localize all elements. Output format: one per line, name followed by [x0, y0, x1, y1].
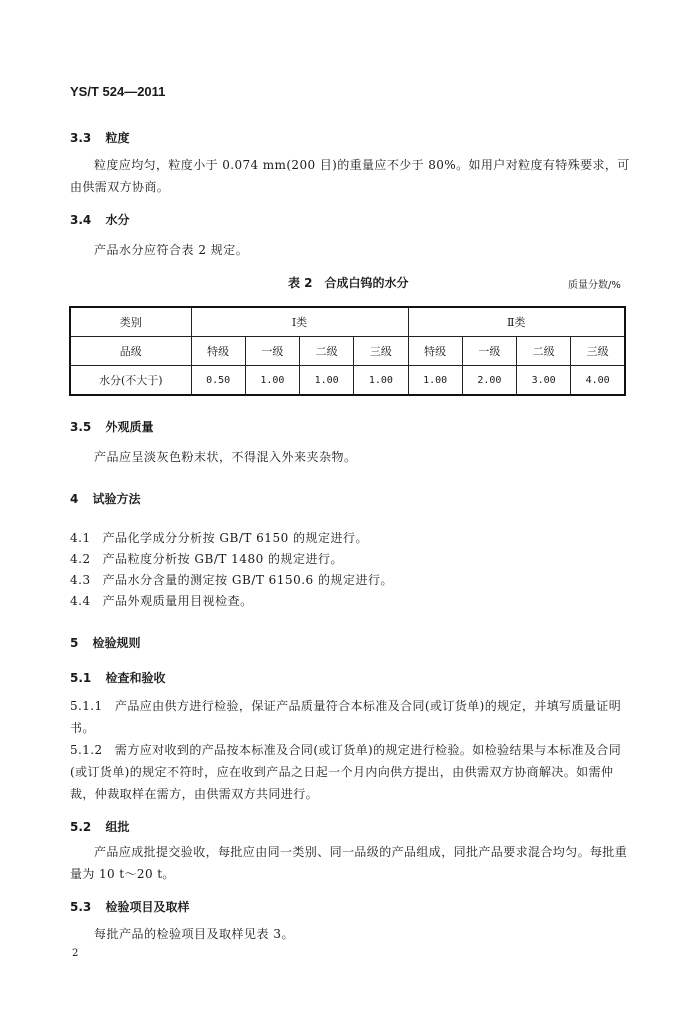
- section-title: 组批: [105, 820, 130, 834]
- section-number: 5.3: [70, 900, 92, 914]
- section-number: 5.1: [70, 671, 92, 685]
- section-title: 检验项目及取样: [105, 900, 190, 914]
- table-cell: 2.00: [462, 366, 516, 396]
- table-cell: 1.00: [245, 366, 299, 396]
- section-number: 3.4: [70, 213, 92, 227]
- item-text: 产品外观质量用目视检查。: [102, 594, 253, 608]
- section-5-1-2-text: 5.1.2 需方应对收到的产品按本标准及合同(或订货单)的规定进行检验。如检验结果与本标准及合同(或订货单)的规定不符时，应在收到产品之日起一个月内向供方提出，由供需双方协商解决。如需仲裁，仲裁取样在需方，由供需双方共同进行。: [70, 743, 622, 801]
- table-2-unit: 质量分数/%: [568, 280, 621, 291]
- section-3-5-text: 产品应呈淡灰色粉末状，不得混入外来夹杂物。: [94, 450, 357, 464]
- section-number: 4: [70, 492, 79, 506]
- table-2: [69, 306, 626, 396]
- section-5-2-heading: [70, 818, 129, 835]
- item-number: 4.4: [70, 594, 91, 608]
- header-cell: Ⅰ类: [191, 307, 408, 337]
- table-cell: 特级: [408, 337, 462, 366]
- section-3-5-heading: [70, 418, 153, 435]
- section-3-3-heading: [70, 129, 129, 146]
- section-3-4-heading: [70, 211, 129, 228]
- list-item: [70, 592, 253, 609]
- table-cell: 3.00: [517, 366, 571, 396]
- table-cell: 二级: [517, 337, 571, 366]
- table-cell: 一级: [245, 337, 299, 366]
- table-cell: 1.00: [300, 366, 354, 396]
- table-cell: 4.00: [571, 366, 625, 396]
- section-title: 试验方法: [92, 492, 141, 506]
- section-title: 外观质量: [105, 420, 154, 434]
- item-number: 4.3: [70, 573, 91, 587]
- section-4-heading: [70, 490, 141, 507]
- row-label: 品级: [70, 337, 191, 366]
- item-text: 产品粒度分析按 GB/T 1480 的规定进行。: [102, 552, 344, 566]
- section-number: 3.3: [70, 131, 92, 145]
- item-number: 4.1: [70, 531, 91, 545]
- table-cell: 二级: [300, 337, 354, 366]
- table-row: [70, 337, 625, 366]
- section-5-1-1-text: 5.1.1 产品应由供方进行检验，保证产品质量符合本标准及合同(或订货单)的规定，并填写质量证明书。: [70, 699, 622, 735]
- header-cell: 类别: [70, 307, 191, 337]
- section-title: 检验规则: [92, 636, 141, 650]
- table-cell: 一级: [462, 337, 516, 366]
- section-5-2-text: 产品应成批提交验收，每批应由同一类别、同一品级的产品组成，同批产品要求混合均匀。每批重量为 10 t～20 t。: [70, 845, 628, 881]
- table-cell: 三级: [571, 337, 625, 366]
- item-text: 产品化学成分分析按 GB/T 6150 的规定进行。: [102, 531, 369, 545]
- section-5-3-text: 每批产品的检验项目及取样见表 3。: [94, 927, 294, 941]
- section-number: 5: [70, 636, 79, 650]
- table-cell: 三级: [354, 337, 408, 366]
- section-5-heading: [70, 634, 141, 651]
- list-item: [70, 529, 368, 546]
- list-item: [70, 550, 343, 567]
- table-2-caption: 表 2 合成白钨的水分: [288, 276, 409, 290]
- standard-number: YS/T 524—2011: [70, 84, 166, 99]
- section-number: 3.5: [70, 420, 92, 434]
- section-number: 5.2: [70, 820, 92, 834]
- header-cell: Ⅱ类: [408, 307, 625, 337]
- page-number: 2: [72, 948, 79, 959]
- section-title: 粒度: [105, 131, 130, 145]
- row-label: 水分(不大于): [70, 366, 191, 396]
- table-row: [70, 307, 625, 337]
- list-item: [70, 571, 393, 588]
- section-5-3-heading: [70, 898, 189, 915]
- section-3-4-text: 产品水分应符合表 2 规定。: [94, 243, 249, 257]
- item-number: 4.2: [70, 552, 91, 566]
- section-5-1-heading: [70, 669, 165, 686]
- item-text: 产品水分含量的测定按 GB/T 6150.6 的规定进行。: [102, 573, 393, 587]
- table-row: [70, 366, 625, 396]
- section-3-3-text: 粒度应均匀，粒度小于 0.074 mm(200 目)的重量应不少于 80%。如用户对粒度有特殊要求，可由供需双方协商。: [70, 158, 630, 194]
- table-cell: 特级: [191, 337, 245, 366]
- section-title: 水分: [105, 213, 130, 227]
- table-cell: 1.00: [354, 366, 408, 396]
- table-cell: 1.00: [408, 366, 462, 396]
- table-cell: 0.50: [191, 366, 245, 396]
- section-title: 检查和验收: [105, 671, 166, 685]
